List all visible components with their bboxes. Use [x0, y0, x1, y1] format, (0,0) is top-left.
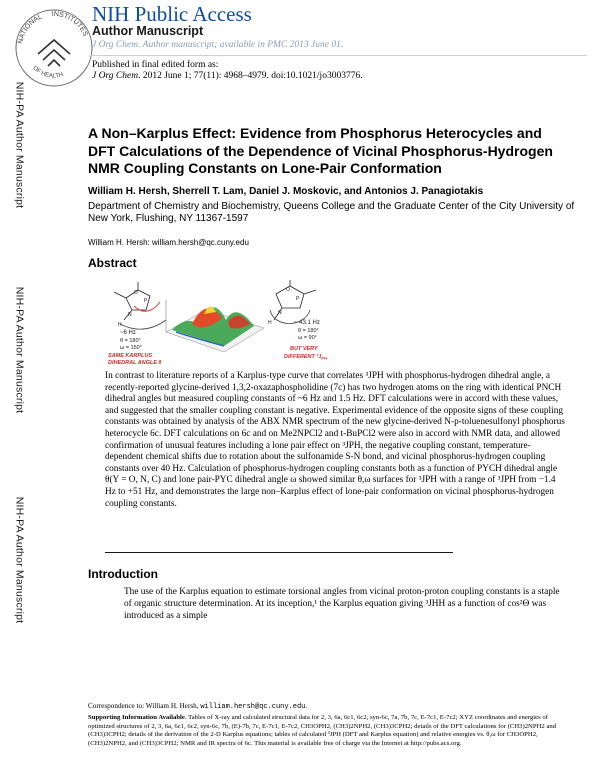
- toc-graphic: [104, 280, 336, 366]
- introduction-heading: Introduction: [88, 567, 158, 581]
- left-caption-2: DIHEDRAL ANGLE θ: [108, 360, 162, 366]
- nih-public-access-title: NIH Public Access: [92, 2, 252, 26]
- left-caption-1: SAME KARPLUS: [108, 353, 153, 359]
- right-caption-2: DIFFERENT $^3J_{PH}$: [284, 354, 327, 361]
- left-atom-n: N: [128, 312, 132, 318]
- side-watermark-1: NIH-PA Author Manuscript: [13, 81, 26, 209]
- right-molecule-diagram: [270, 280, 316, 324]
- right-coupling-label: ~ 43.1 Hz: [294, 320, 320, 326]
- affiliation: Department of Chemistry and Biochemistry, Queens College and the Graduate Center of the City University of New York, Flushing, NY 11367-1597: [88, 201, 575, 224]
- left-theta-label: θ = 180°: [120, 338, 141, 344]
- correspondence-note: [88, 702, 307, 711]
- author-email: William H. Hersh: william.hersh@qc.cuny.edu: [88, 238, 249, 247]
- svg-text:OF HEALTH: [31, 65, 64, 79]
- logo-text-bottom: OF HEALTH: [31, 65, 64, 80]
- author-manuscript-label: Author Manuscript: [92, 24, 204, 38]
- left-omega-label: ω = 150°: [120, 345, 142, 351]
- right-atom-n: N: [278, 310, 282, 316]
- introduction-text: The use of the Karplus equation to estimate torsional angles from vicinal proton-proton coupling constants is a staple of organic structure determination. At its inception,¹ the Karplus equation giving ³JHH as a function of cos²Θ was introduced as a simple: [124, 587, 560, 622]
- left-atom-p: P: [144, 298, 148, 304]
- supporting-info-text: . Tables of X-ray and calculated structural data for 2, 3, 6a, 6c1, 6c2, syn-6c, 7a, 7b, 7c, E-7c1, E-7c2; XYZ coordinates and energies of optimized structures of 2, 3, 6a, 6c1, 6c2, syn-6c, 7b, (E)-7b, 7c, E-7c1, E-7c2, CH3OPH2, (CH3)2NPH2, (CH3)3CPH2; details of the DFT calculations for (CH3)2NPH2 and (CH3)3CPH2; details of the derivation of the 2-D Karplus equations; tables of calculated ³JPH (DFT and Karplus equation) and relative energies vs. θ,ω for CH3OPH2, (CH3)2NPH2, and (CH3)3CPH2; NMR and IR spectra of 6c. This material is available free of charge via the Internet at http://pubs.acs.org.: [88, 714, 557, 748]
- eagle-emblem-icon: [38, 40, 70, 66]
- side-watermark-2: NIH-PA Author Manuscript: [13, 286, 26, 414]
- journal-details: . 2012 June 1; 77(11): 4968–4979. doi:10.1021/jo3003776.: [138, 71, 363, 81]
- nih-logo: [12, 4, 96, 88]
- published-label: Published in final edited form as:: [92, 60, 219, 70]
- correspondence-label: Correspondence to: William H. Hersh,: [88, 702, 201, 710]
- right-atom-p: P: [296, 296, 300, 302]
- correspondence-email: william.hersh@qc.cuny.edu: [200, 703, 306, 711]
- left-atom-h: H: [118, 322, 122, 328]
- left-coupling-label: ~6 Hz: [120, 330, 136, 336]
- right-theta-label: θ = 180°: [298, 328, 319, 334]
- abstract-divider: [105, 552, 453, 553]
- supporting-information-note: [88, 714, 568, 749]
- supporting-info-label: Supporting Information Available: [88, 714, 185, 721]
- right-atom-o: O: [286, 287, 290, 293]
- journal-name: J Org Chem: [92, 71, 139, 81]
- right-atom-h: H: [268, 320, 272, 326]
- left-molecule-diagram: [114, 282, 166, 329]
- manuscript-citation: J Org Chem. Author manuscript; available in PMC 2013 June 01.: [92, 40, 344, 50]
- header-divider: [90, 55, 587, 56]
- right-caption-1: BUT VERY: [290, 346, 318, 352]
- abstract-heading: Abstract: [88, 256, 137, 270]
- left-atom-o: O: [134, 290, 138, 296]
- paper-title: A Non–Karplus Effect: Evidence from Phosphorus Heterocycles and DFT Calculations of the Dependence of Vicinal Phosphorus-Hydrogen NMR Coupling Constants on Lone-Pair Conformation: [88, 125, 553, 176]
- theta-omega-surface-plot: [166, 300, 264, 352]
- logo-text-top: NATIONAL: [17, 13, 44, 45]
- logo-text-right: INSTITUTES: [51, 10, 89, 38]
- author-list: William H. Hersh, Sherrell T. Lam, Daniel J. Moskovic, and Antonios J. Panagiotakis: [88, 186, 484, 197]
- side-watermark-3: NIH-PA Author Manuscript: [13, 496, 26, 624]
- published-citation: [92, 71, 363, 81]
- correspondence-end: .: [305, 702, 308, 710]
- right-omega-label: ω = 90°: [298, 335, 317, 341]
- abstract-text: In contrast to literature reports of a Karplus-type curve that correlates ³JPH with phosphorus-hydrogen dihedral angle, a recently-reported glycine-derived 1,3,2-oxazaphospholidine (7c) has two hydrogen atoms on the ring with identical PNCH dihedral angles but measured coupling constants of ~6 Hz and 1.5 Hz. DFT calculations were in accord with these values, and suggested that the smaller coupling constant is negative. Experimental evidence of the opposite signs of these coupling constants was obtained by analysis of the ABX NMR spectrum of the new glycine-derived N-p-toluenesulfonyl phosphorus heterocycle 6c. DFT calculations on 6c and on Me2NPCl2 and t-BuPCl2 were also in accord with NMR data, and allowed confirmation of unusual features including a lone pair effect on ³JPH, the negative coupling constant, temperature-dependent chemical shifts due to rotation about the sulfonamide S-N bond, and vicinal phosphorus-hydrogen coupling constants over 40 Hz. Calculation of phosphorus-hydrogen coupling constants both as a function of PYCH dihedral angle θ(Y = O, N, C) and lone pair-PYC dihedral angle ω showed similar θ,ω surfaces for ³JPH with a range of ³JPH from −1.4 Hz to +51 Hz, and demonstrates the large non–Karplus effect of lone-pair conformation on vicinal phosphorus-hydrogen coupling constants.: [105, 371, 565, 509]
